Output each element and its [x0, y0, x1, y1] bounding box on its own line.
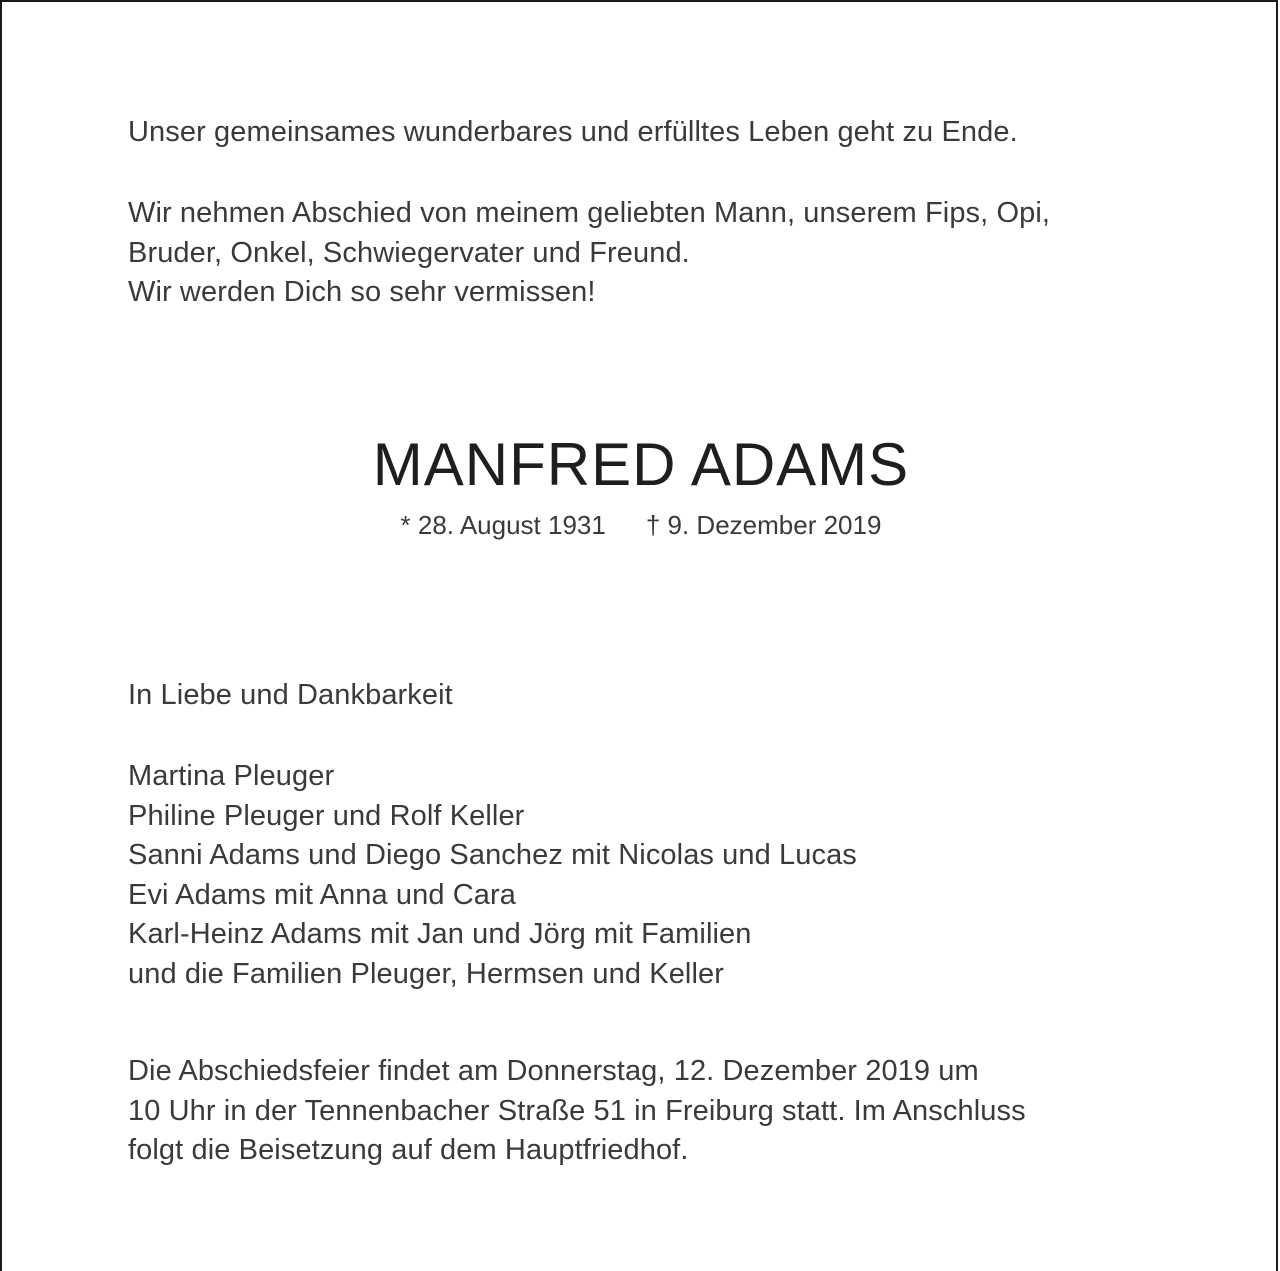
ceremony-line: Die Abschiedsfeier findet am Donnerstag, 12. Dezember 2019 um: [128, 1055, 979, 1087]
mourner-entry: Martina Pleuger: [128, 760, 335, 792]
farewell-text: [128, 194, 1188, 313]
death-date: † 9. Dezember 2019: [645, 510, 882, 540]
farewell-line: Bruder, Onkel, Schwiegervater und Freund.: [128, 236, 690, 269]
birth-date: * 28. August 1931: [400, 510, 606, 540]
closing-line: In Liebe und Dankbarkeit: [128, 679, 453, 711]
ceremony-line: 10 Uhr in der Tennenbacher Straße 51 in Freiburg statt. Im Anschluss: [128, 1094, 1026, 1127]
farewell-line: Wir werden Dich so sehr vermissen!: [128, 276, 596, 308]
mourner-entry: Sanni Adams und Diego Sanchez mit Nicolas und Lucas: [128, 839, 857, 871]
life-dates: [2, 507, 1280, 543]
farewell-line: Wir nehmen Abschied von meinem geliebten Mann, unserem Fips, Opi,: [128, 197, 1051, 229]
deceased-name: MANFRED ADAMS: [372, 431, 910, 498]
mourner-entry: Philine Pleuger und Rolf Keller: [128, 799, 525, 832]
mourner-entry: Evi Adams mit Anna und Cara: [128, 878, 516, 911]
intro-line: Unser gemeinsames wunderbares und erfülltes Leben geht zu Ende.: [128, 116, 1018, 148]
ceremony-line: folgt die Beisetzung auf dem Hauptfriedhof.: [128, 1134, 689, 1166]
ceremony-info: [128, 1052, 1188, 1171]
mourner-entry: und die Familien Pleuger, Hermsen und Keller: [128, 957, 724, 990]
mourner-entry: Karl-Heinz Adams mit Jan und Jörg mit Familien: [128, 918, 752, 950]
intro-text: [128, 113, 1188, 153]
closing-text: [128, 676, 1188, 716]
mourners-list: [128, 757, 1188, 994]
